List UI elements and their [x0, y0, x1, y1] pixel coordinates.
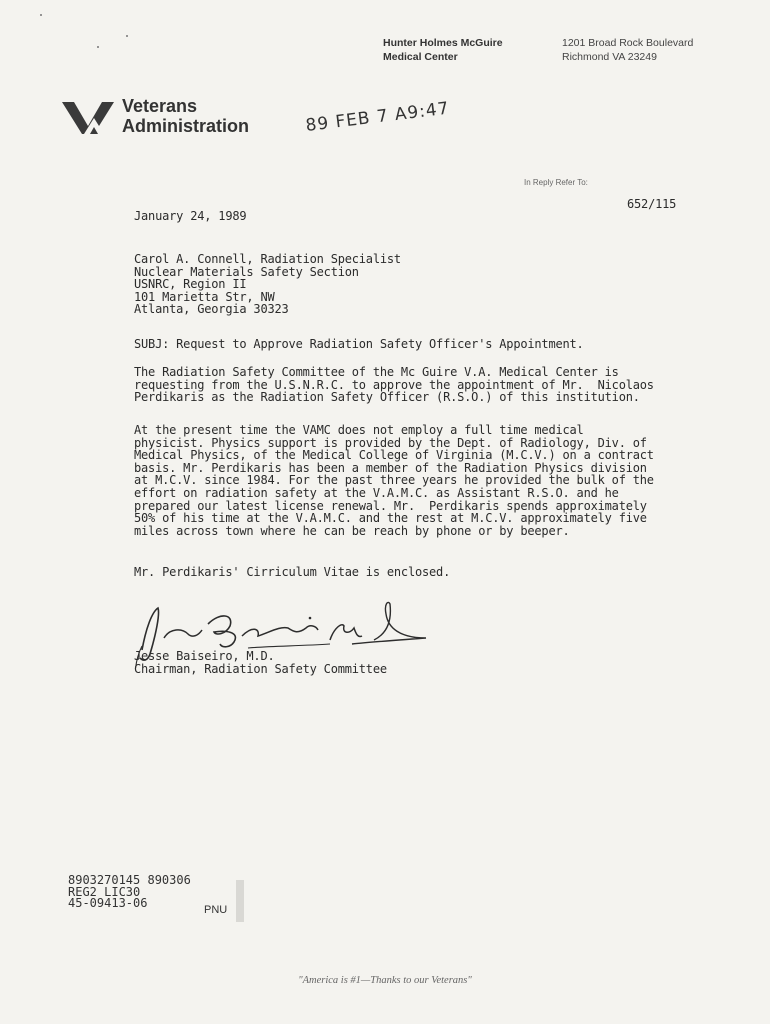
refer-label: In Reply Refer To: — [524, 178, 588, 187]
paragraph-line: at M.C.V. since 1984. For the past three years he provided the bulk of the — [134, 473, 654, 488]
recipient-line: Carol A. Connell, Radiation Specialist — [134, 252, 401, 266]
recipient-line: USNRC, Region II — [134, 277, 247, 292]
paragraph-line: requesting from the U.S.N.R.C. to approve the appointment of Mr. Nicolaos — [134, 377, 654, 392]
paragraph-line: miles across town where he can be reach by phone or by beeper. — [134, 523, 570, 538]
org-line-2: Medical Center — [383, 51, 458, 63]
doc-id-line: 8903270145 890306 — [68, 873, 191, 887]
recipient-line: Atlanta, Georgia 30323 — [134, 302, 289, 317]
agency-line-2: Administration — [122, 116, 250, 136]
paragraph-line: prepared our latest license renewal. Mr. Perdikaris spends approximately — [134, 498, 647, 513]
paragraph-line: At the present time the VAMC does not employ a full time medical — [134, 423, 584, 437]
va-logo-icon — [60, 98, 116, 136]
address-line-1: 1201 Broad Rock Boulevard — [562, 37, 694, 49]
subject-line: SUBJ: Request to Approve Radiation Safety Officer's Appointment. — [134, 337, 584, 351]
paragraph-line: basis. Mr. Perdikaris has been a member of the Radiation Physics division — [134, 460, 647, 475]
paragraph-line: The Radiation Safety Committee of the Mc Guire V.A. Medical Center is — [134, 365, 619, 379]
letter-date: January 24, 1989 — [134, 209, 247, 223]
body-paragraph-2 — [134, 424, 702, 537]
body-paragraph-3: Mr. Perdikaris' Cirriculum Vitae is enclosed. — [134, 565, 451, 579]
letterhead-org — [383, 36, 503, 64]
agency-name — [122, 96, 249, 136]
received-date-stamp: 89 FEB 7 A9:47 — [304, 98, 451, 136]
recipient-line: Nuclear Materials Safety Section — [134, 264, 359, 279]
address-line-2: Richmond VA 23249 — [562, 51, 657, 63]
paragraph-line: 50% of his time at the V.A.M.C. and the rest at M.C.V. approximately five — [134, 511, 647, 526]
org-line-1: Hunter Holmes McGuire — [383, 37, 503, 49]
signer-name: Jesse Baiseiro, M.D. — [134, 649, 275, 663]
agency-line-1: Veterans — [122, 96, 198, 116]
doc-id-line: REG2 LIC30 — [68, 884, 141, 899]
body-paragraph-1 — [134, 366, 702, 404]
letterhead-address — [562, 36, 693, 64]
reference-number: 652/115 — [627, 197, 677, 211]
paragraph-line: Perdikaris as the Radiation Safety Officer (R.S.O.) of this institution. — [134, 390, 640, 405]
signature-block — [134, 650, 387, 675]
scan-mark — [236, 880, 244, 922]
paragraph-line: physicist. Physics support is provided by the Dept. of Radiology, Div. of — [134, 435, 647, 450]
recipient-line: 101 Marietta Str, NW — [134, 289, 275, 304]
document-code: PNU — [204, 904, 228, 916]
paragraph-line: Medical Physics, of the Medical College of Virginia (M.C.V.) on a contract — [134, 448, 654, 463]
paragraph-line: effort on radiation safety at the V.A.M.C. as Assistant R.S.O. and he — [134, 485, 619, 500]
recipient-address — [134, 253, 401, 316]
footer-motto: "America is #1—Thanks to our Veterans" — [298, 975, 472, 986]
document-id-block — [68, 875, 191, 910]
signer-title: Chairman, Radiation Safety Committee — [134, 661, 387, 676]
doc-id-line: 45-09413-06 — [68, 896, 148, 910]
